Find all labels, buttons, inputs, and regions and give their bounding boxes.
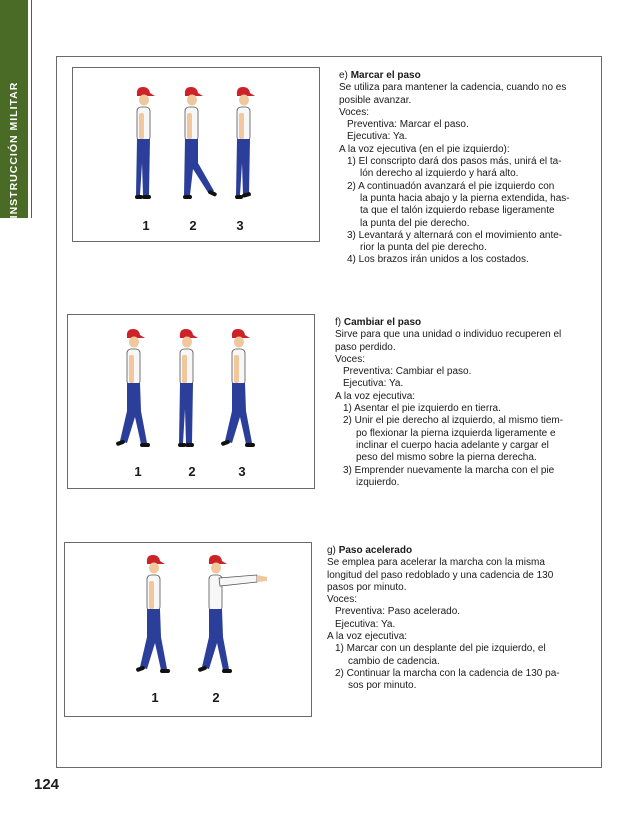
- soldier-figure-arm-extended: [195, 551, 275, 686]
- body-line: paso perdido.: [335, 341, 396, 353]
- section-text-cambiar-el-paso: [335, 317, 587, 489]
- section-title: Cambiar el paso: [343, 317, 422, 328]
- body-line: lón derecho al izquierdo y hará alto.: [360, 168, 519, 180]
- figure-marcar-el-paso: [72, 67, 320, 242]
- body-line: Se utiliza para mantener la cadencia, cuando no es: [339, 82, 567, 94]
- body-line: Se emplea para acelerar la marcha con la misma: [327, 557, 545, 569]
- body-line: Voces:: [335, 353, 366, 365]
- body-line: 4) Los brazos irán unidos a los costados.: [347, 254, 529, 266]
- body-line: Preventiva: Cambiar el paso.: [343, 366, 472, 378]
- body-line: Voces:: [339, 106, 370, 118]
- figure-label: 3: [236, 218, 244, 233]
- figure-label: 1: [142, 218, 150, 233]
- page-number: 124: [34, 776, 60, 793]
- body-line: inclinar el cuerpo hacia adelante y cargar el: [356, 439, 549, 451]
- figure-paso-acelerado: [64, 542, 312, 717]
- body-line: A la voz ejecutiva:: [335, 390, 416, 402]
- body-line: Ejecutiva: Ya.: [347, 131, 408, 143]
- soldier-figure-step: [218, 325, 263, 460]
- section-label: g): [327, 545, 336, 556]
- chapter-sidebar: [0, 0, 28, 218]
- body-line: ta que el talón izquierdo rebase ligeramente: [360, 205, 555, 217]
- section-text-marcar-el-paso: [339, 70, 591, 267]
- soldier-figure-step: [113, 325, 158, 460]
- body-line: A la voz ejecutiva:: [327, 631, 408, 643]
- body-line: Ejecutiva: Ya.: [343, 378, 404, 390]
- body-line: 2) Continuar la marcha con la cadencia de 130 pa-: [335, 667, 560, 679]
- body-line: sos por minuto.: [348, 680, 417, 692]
- sidebar-divider: [31, 0, 32, 218]
- body-line: po flexionar la pierna izquierda ligeramente e: [356, 427, 556, 439]
- body-line: 3) Emprender nuevamente la marcha con el pie: [343, 464, 555, 476]
- body-line: Ejecutiva: Ya.: [335, 618, 396, 630]
- body-line: cambio de cadencia.: [348, 655, 440, 667]
- figure-label: 2: [189, 218, 197, 233]
- body-line: A la voz ejecutiva (en el pie izquierdo):: [339, 143, 510, 155]
- body-line: Voces:: [327, 594, 358, 606]
- body-line: Preventiva: Marcar el paso.: [347, 119, 469, 131]
- section-label: f): [335, 317, 342, 328]
- soldier-figure-stand: [171, 325, 201, 460]
- body-line: pasos por minuto.: [327, 581, 407, 593]
- figure-label: 1: [134, 464, 142, 479]
- figure-label: 2: [188, 464, 196, 479]
- soldier-figure-step: [133, 551, 178, 686]
- figure-label: 3: [238, 464, 246, 479]
- section-title: Paso acelerado: [338, 545, 413, 556]
- chapter-title: INSTRUCCIÓN MILITAR: [8, 81, 20, 219]
- body-line: longitud del paso redoblado y una cadencia de 130: [327, 569, 554, 581]
- section-text-paso-acelerado: [327, 545, 581, 693]
- body-line: la punta hacia abajo y la pierna extendida, has-: [360, 192, 570, 204]
- figure-cambiar-el-paso: [67, 314, 315, 489]
- body-line: 1) Marcar con un desplante del pie izquierdo, el: [335, 643, 546, 655]
- body-line: la punta del pie derecho.: [360, 217, 470, 229]
- body-line: 2) A continuadón avanzará el pie izquierdo con: [347, 180, 555, 192]
- section-label: e): [339, 70, 348, 81]
- body-line: izquierdo.: [356, 476, 400, 488]
- soldier-figure-mark: [228, 83, 258, 208]
- figure-label: 2: [212, 690, 220, 705]
- body-line: 1) Asentar el pie izquierdo en tierra.: [343, 403, 501, 415]
- body-line: posible avanzar.: [339, 94, 412, 106]
- body-line: 3) Levantará y alternará con el movimiento ante-: [347, 229, 563, 241]
- soldier-figure-step: [176, 83, 221, 208]
- body-line: peso del mismo sobre la pierna derecha.: [356, 452, 537, 464]
- soldier-figure-stand: [128, 83, 158, 208]
- section-title: Marcar el paso: [350, 70, 421, 81]
- body-line: 2) Unir el pie derecho al izquierdo, al mismo tiem-: [343, 415, 564, 427]
- body-line: Preventiva: Paso acelerado.: [335, 606, 461, 618]
- body-line: 1) El conscripto dará dos pasos más, unirá el ta-: [347, 156, 562, 168]
- body-line: rior la punta del pie derecho.: [360, 242, 487, 254]
- figure-label: 1: [151, 690, 159, 705]
- body-line: Sirve para que una unidad o individuo recuperen el: [335, 329, 562, 341]
